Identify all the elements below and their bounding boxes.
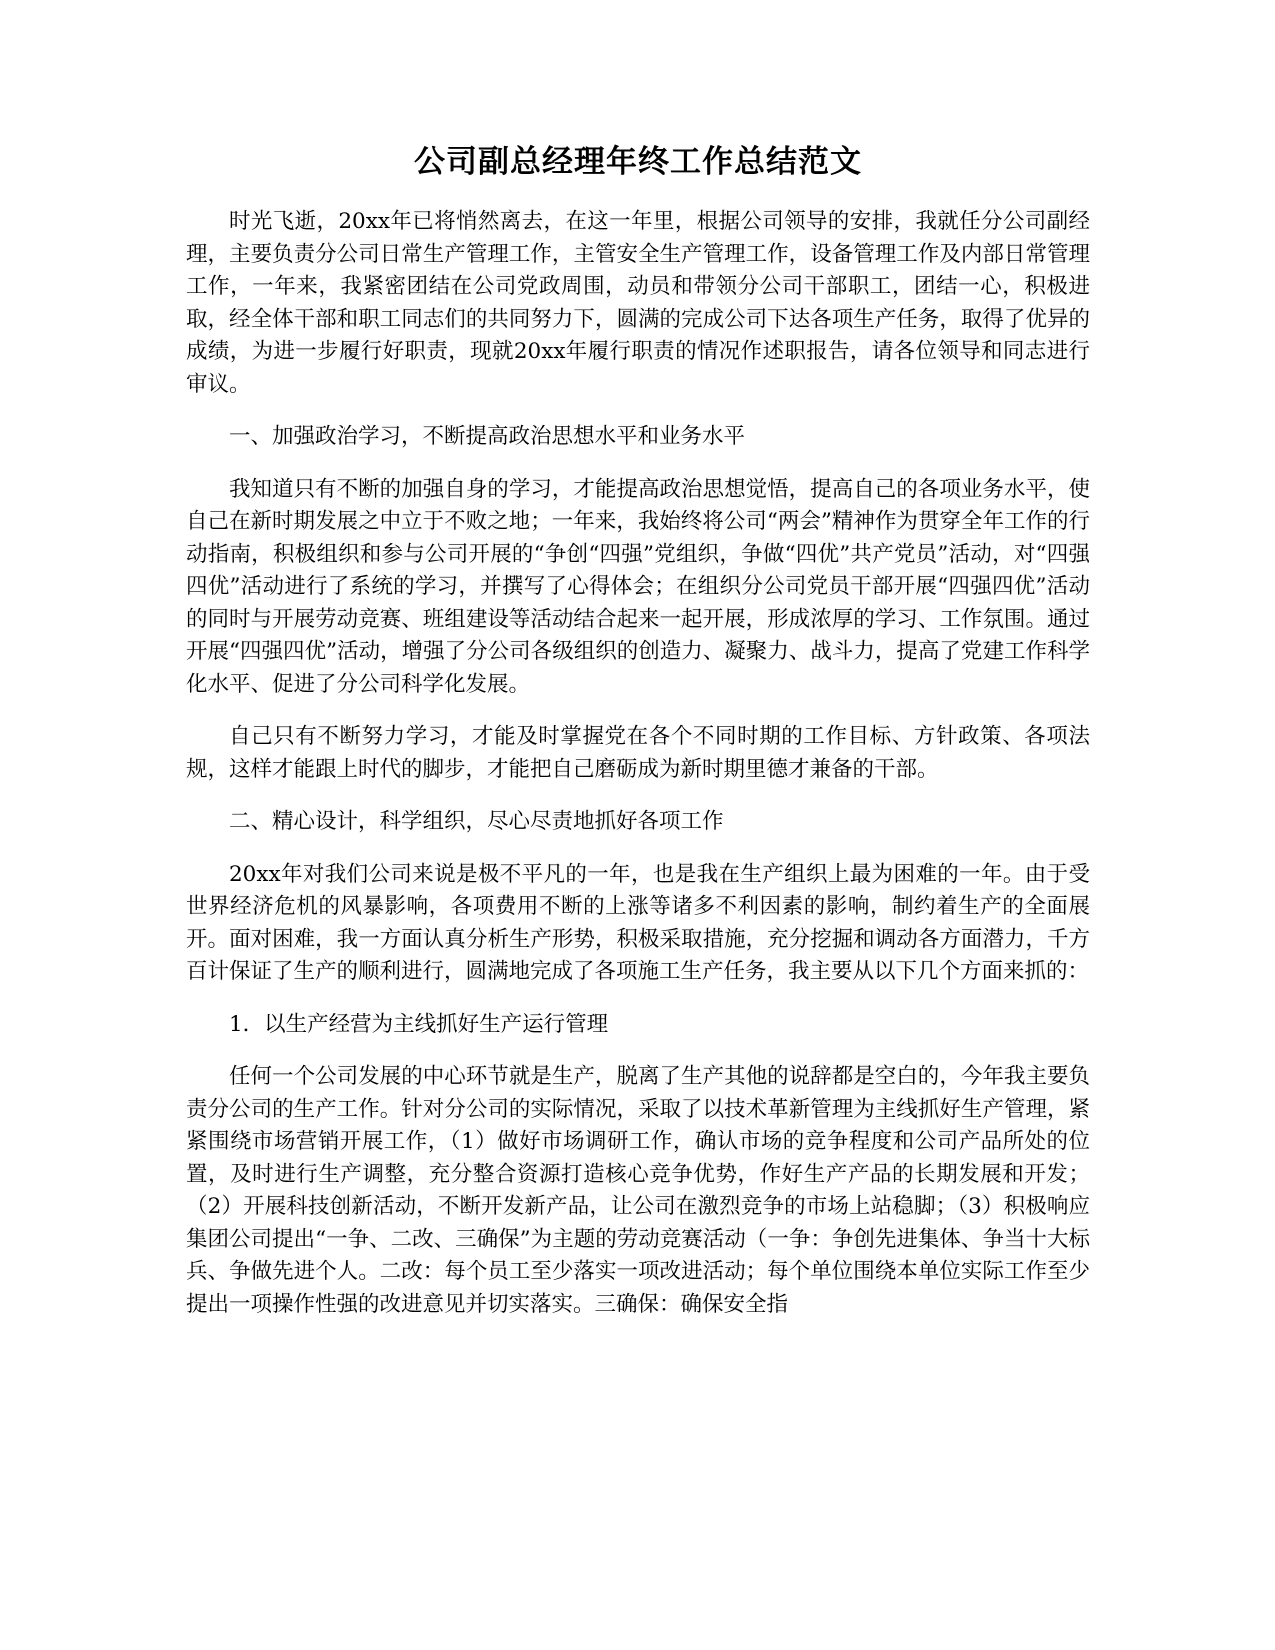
paragraph-intro: 时光飞逝，20xx年已将悄然离去，在这一年里，根据公司领导的安排，我就任分公司副经理，主要负责分公司日常生产管理工作，主管安全生产管理工作，设备管理工作及内部日常管理工作，一年来，我紧密团结在公司党政周围，动员和带领分公司干部职工，团结一心，积极进取，经全体干部和职工同志们的共同努力下，圆满的完成公司下达各项生产任务，取得了优异的成绩，为进一步履行好职责，现就20xx年履行职责的情况作述职报告，请各位领导和同志进行审议。 <box>186 209 1090 397</box>
section-heading-1: 一、加强政治学习，不断提高政治思想水平和业务水平 <box>229 424 746 449</box>
subsection-heading-1: 1．以生产经营为主线抓好生产运行管理 <box>229 1011 609 1037</box>
paragraph-production: 任何一个公司发展的中心环节就是生产，脱离了生产其他的说辞都是空白的，今年我主要负责分公司的生产工作。针对分公司的实际情况，采取了以技术革新管理为主线抓好生产管理，紧紧围绕市场营销开展工作，（1）做好市场调研工作，确认市场的竞争程度和公司产品所处的位置，及时进行生产调整，充分整合资源打造核心竞争优势，作好生产产品的长期发展和开发；（2）开展科技创新活动，不断开发新产品，让公司在激烈竞争的市场上站稳脚；（3）积极响应集团公司提出“一争、二改、三确保”为主题的劳动竞赛活动（一争：争创先进集体、争当十大标兵、争做先进个人。二改：每个员工至少落实一项改进活动；每个单位围绕本单位实际工作至少提出一项操作性强的改进意见并切实落实。三确保：确保安全指 <box>186 1064 1090 1317</box>
paragraph-study: 我知道只有不断的加强自身的学习，才能提高政治思想觉悟，提高自己的各项业务水平，使自己在新时期发展之中立于不败之地；一年来，我始终将公司“两会”精神作为贯穿全年工作的行动指南，积极组织和参与公司开展的“争创“四强”党组织，争做“四优”共产党员”活动，对“四强四优”活动进行了系统的学习，并撰写了心得体会；在组织分公司党员干部开展“四强四优”活动的同时与开展劳动竞赛、班组建设等活动结合起来一起开展，形成浓厚的学习、工作氛围。通过开展“四强四优”活动，增强了分公司各级组织的创造力、凝聚力、战斗力，提高了党建工作科学化水平、促进了分公司科学化发展。 <box>186 476 1090 697</box>
document-title: 公司副总经理年终工作总结范文 <box>414 144 862 180</box>
paragraph-learning: 自己只有不断努力学习，才能及时掌握党在各个不同时期的工作目标、方针政策、各项法规，这样才能跟上时代的脚步，才能把自己磨砺成为新时期里德才兼备的干部。 <box>186 724 1090 782</box>
paragraph-year-review: 20xx年对我们公司来说是极不平凡的一年，也是我在生产组织上最为困难的一年。由于受世界经济危机的风暴影响，各项费用不断的上涨等诸多不利因素的影响，制约着生产的全面展开。面对困难，我一方面认真分析生产形势，积极采取措施，充分挖掘和调动各方面潜力，千方百计保证了生产的顺利进行，圆满地完成了各项施工生产任务，我主要从以下几个方面来抓的： <box>186 861 1090 984</box>
document-page <box>186 140 1090 1341</box>
section-heading-2: 二、精心设计，科学组织，尽心尽责地抓好各项工作 <box>229 809 724 834</box>
